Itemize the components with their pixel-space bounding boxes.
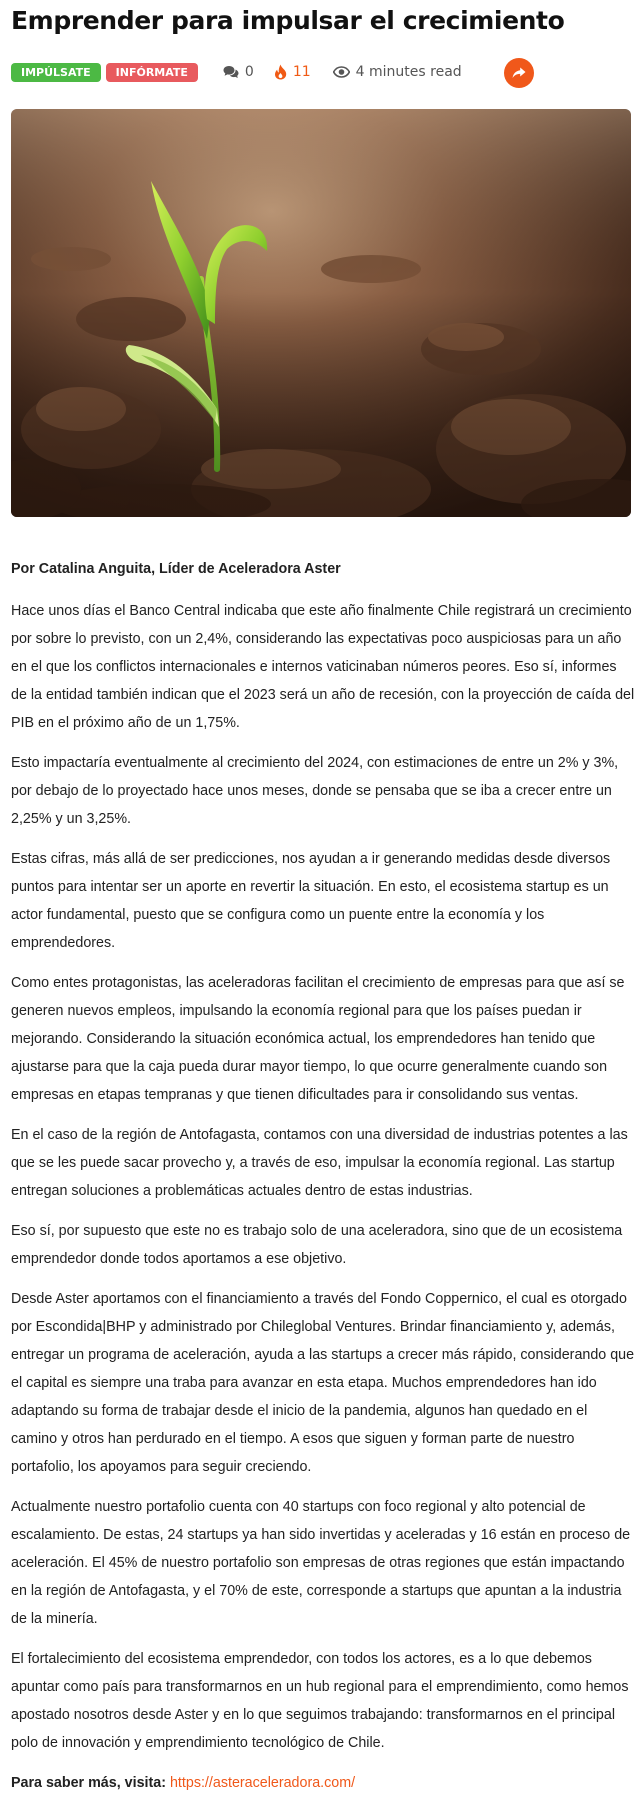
article-paragraph: Actualmente nuestro portafolio cuenta con 40 startups con foco regional y alto potencial de escalamiento. De estas, 24 startups ya han sido invertidas y aceleradas y 16 están en proceso de aceleración. El 45% de nuestro portafolio son empresas de otras regiones que están impactando en la región de Antofagasta, y el 70% de este, corresponde a startups que apuntan a la industria de la minería. <box>11 1499 631 1627</box>
share-icon <box>512 67 526 79</box>
more-info-link[interactable]: https://asteraceleradora.com/ <box>169 1775 356 1791</box>
comments-icon <box>223 65 239 79</box>
article-body <box>11 555 636 1797</box>
more-info <box>11 1769 636 1797</box>
comments-count[interactable]: 0 <box>223 64 254 80</box>
category-badge-impulsate[interactable]: IMPÚLSATE <box>11 63 101 82</box>
article-paragraph: Esto impactaría eventualmente al crecimiento del 2024, con estimaciones de entre un 2% y 3%, por debajo de lo proyectado hace unos meses, donde se pensaba que se iba a crecer entre un 2,25% y un 3,25%. <box>11 755 619 827</box>
hot-count: 11 <box>274 64 311 80</box>
article-paragraph: Eso sí, por supuesto que este no es trabajo solo de una aceleradora, sino que de un ecosistema emprendedor donde todos aportamos a ese objetivo. <box>11 1223 623 1267</box>
category-badge-informate[interactable]: INFÓRMATE <box>106 63 198 82</box>
article-paragraph: Como entes protagonistas, las aceleradoras facilitan el crecimiento de empresas para que así se generen nuevos empleos, impulsando la economía regional para que los países puedan ir mejorando. Considerando la situación económica actual, los emprendedores han tenido que ajustarse para que la caja pueda durar mayor tiempo, lo que ocurre generalmente cuando son empresas en etapas tempranas y que tienen dificultades para ir consolidando sus ventas. <box>11 975 625 1103</box>
article-paragraph: Desde Aster aportamos con el financiamiento a través del Fondo Coppernico, el cual es otorgado por Escondida|BHP y administrado por Chileglobal Ventures. Brindar financiamiento y, además, entregar un programa de aceleración, ayuda a las startups a crecer más rápido, considerando que el capital es siempre una traba para avanzar en esta etapa. Muchos emprendedores han ido adaptando su forma de trabajar desde el inicio de la pandemia, algunos han quedado en el camino y otros han perdurado en el tiempo. A esos que siguen y forman parte de nuestro portafolio, los apoyamos para seguir creciendo. <box>11 1291 635 1475</box>
article-meta <box>11 52 632 92</box>
article-paragraph: En el caso de la región de Antofagasta, contamos con una diversidad de industrias potentes a las que se les puede sacar provecho y, a través de eso, impulsar la economía regional. Las startup entregan soluciones a problemáticas actuales dentro de estas industrias. <box>11 1127 628 1199</box>
article-title: Emprender para impulsar el crecimiento <box>11 6 565 35</box>
article-page <box>0 4 643 1797</box>
share-button[interactable] <box>504 58 534 88</box>
read-time: 4 minutes read <box>333 64 462 80</box>
fire-icon <box>274 64 287 80</box>
article-paragraph: Hace unos días el Banco Central indicaba que este año finalmente Chile registrará un crecimiento por sobre lo previsto, con un 2,4%, considerando las expectativas poco auspiciosas para un año en el que los conflictos internacionales e internos vaticinaban números peores. Eso sí, informes de la entidad también indican que el 2023 será un año de recesión, con la proyección de caída del PIB en el próximo año de un 1,75%. <box>11 603 635 731</box>
article-paragraph: Estas cifras, más allá de ser predicciones, nos ayudan a ir generando medidas desde diversos puntos para intentar ser un aporte en revertir la situación. En esto, el ecosistema startup es un actor fundamental, puesto que se configura como un puente entre la economía y los emprendedores. <box>11 851 611 951</box>
more-info-label: Para saber más, visita: <box>11 1775 166 1791</box>
article-paragraph: El fortalecimiento del ecosistema emprendedor, con todos los actores, es a lo que debemos apuntar como país para transformarnos en un hub regional para el emprendimiento, como hemos apostado nosotros desde Aster y en lo que seguimos trabajando: transformarnos en el principal polo de innovación y emprendimiento tecnológico de Chile. <box>11 1651 629 1751</box>
hero-image <box>11 109 631 517</box>
article-byline: Por Catalina Anguita, Líder de Aceleradora Aster <box>11 561 341 577</box>
eye-icon <box>333 66 350 78</box>
